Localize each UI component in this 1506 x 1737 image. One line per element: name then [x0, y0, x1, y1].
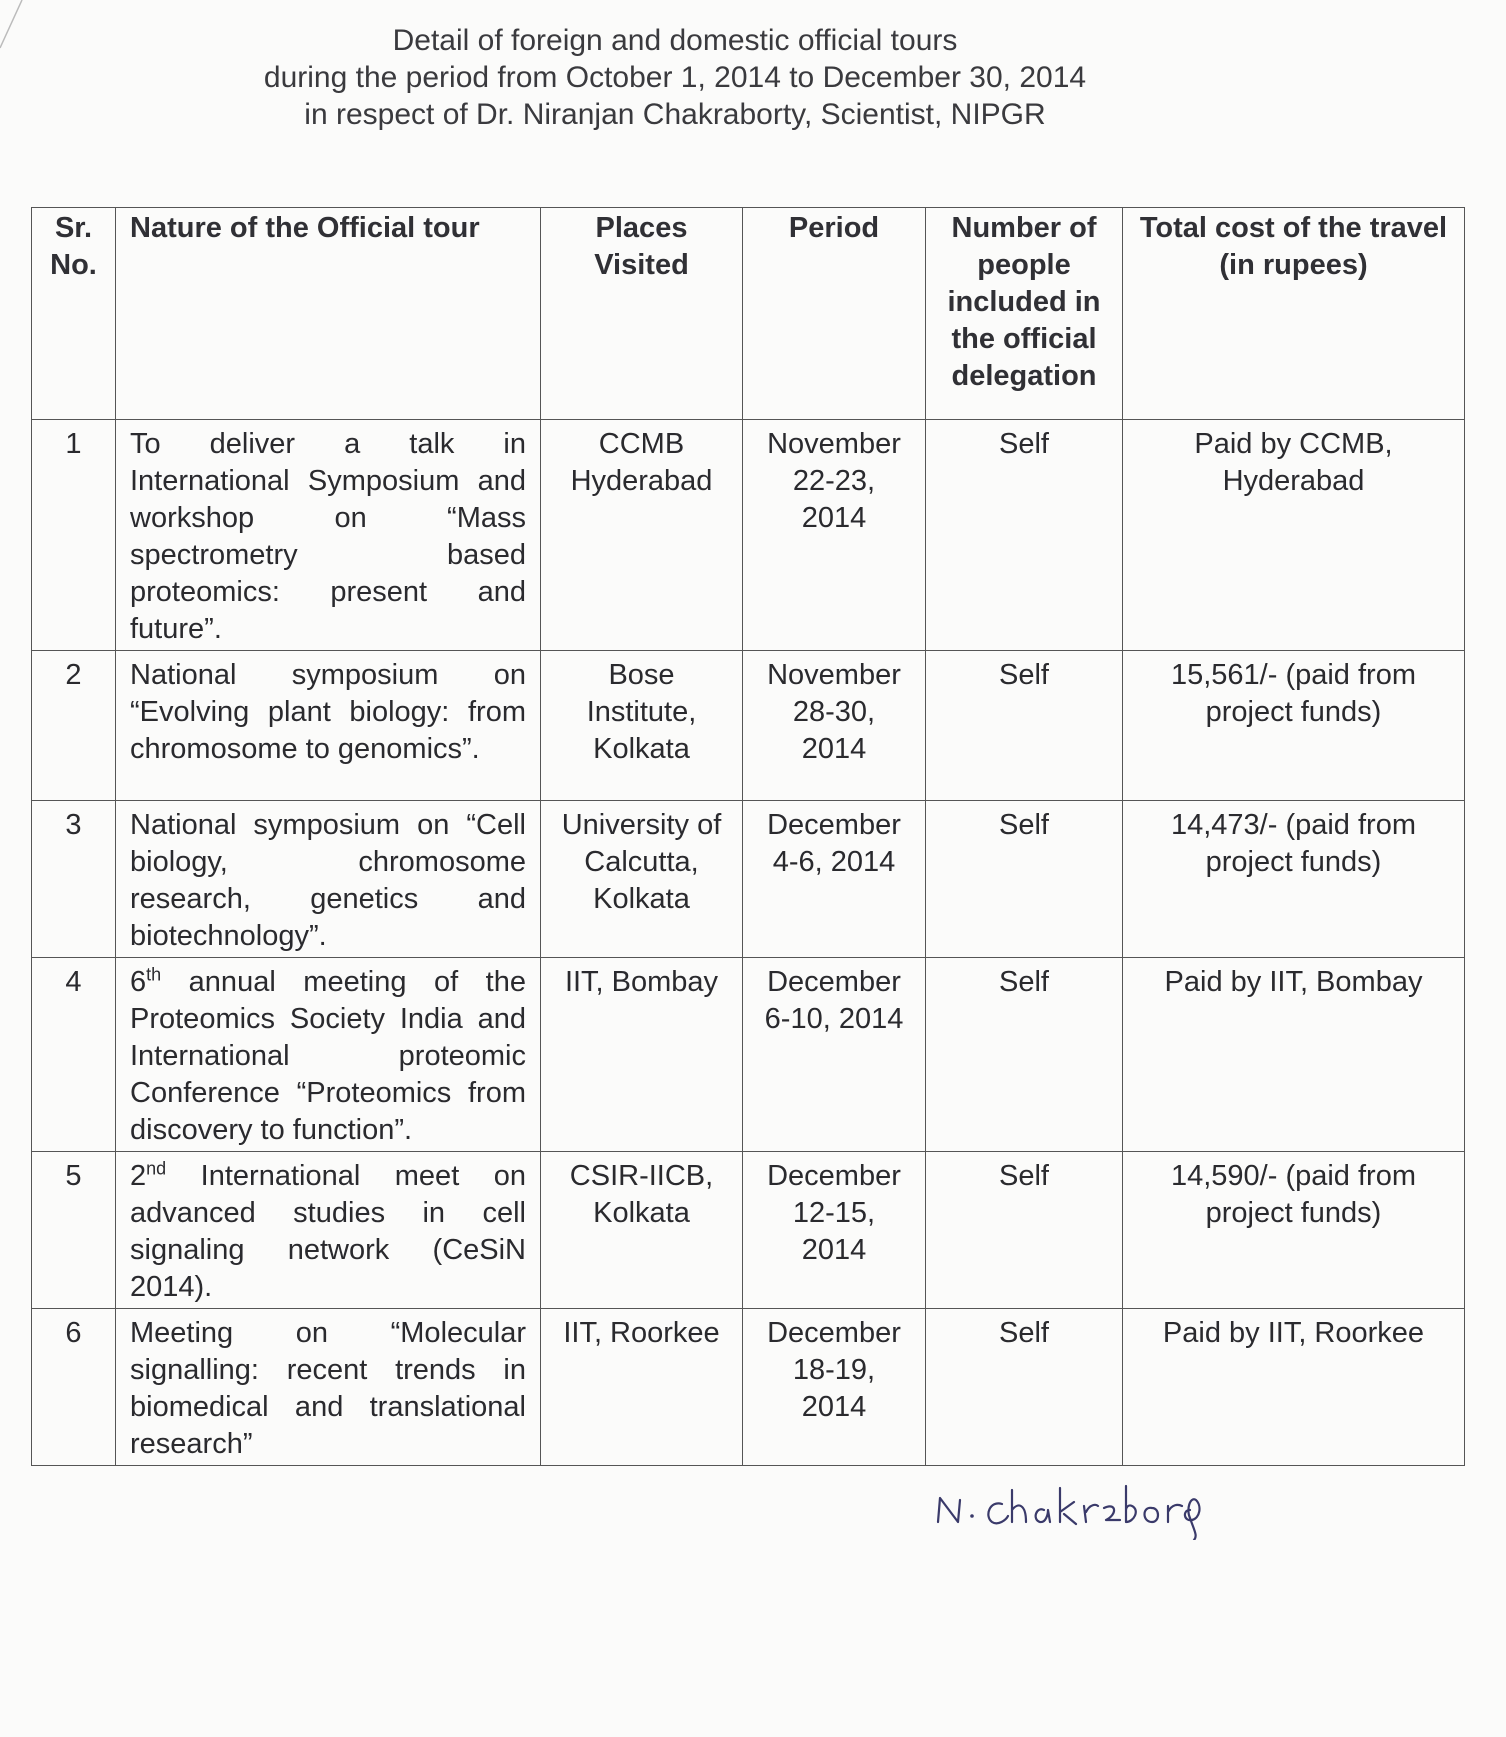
cell-people: Self	[926, 651, 1123, 801]
nature-text: International meet on advanced studies in cell signaling network (CeSiN 2014).	[130, 1160, 526, 1303]
header-people: Number of people included in the official delegation	[926, 208, 1123, 420]
header-places: Places Visited	[541, 208, 743, 420]
cell-sr: 4	[32, 958, 116, 1152]
ordinal-number: 2	[130, 1160, 147, 1192]
cell-sr: 6	[32, 1309, 116, 1466]
table-row	[32, 1309, 1465, 1466]
cell-cost: Paid by IIT, Roorkee	[1123, 1309, 1465, 1466]
cell-places: Bose Institute, Kolkata	[541, 651, 743, 801]
cell-nature: To deliver a talk in International Symposium and workshop on “Mass spectrometry based proteomics: present and future”.	[116, 420, 541, 651]
ordinal-number: 6	[130, 966, 147, 998]
cell-sr: 5	[32, 1152, 116, 1309]
table-row	[32, 958, 1465, 1152]
cell-places: IIT, Roorkee	[541, 1309, 743, 1466]
cell-nature	[116, 1152, 541, 1309]
cell-cost: 14,473/- (paid from project funds)	[1123, 801, 1465, 958]
table-header-row	[32, 208, 1465, 420]
heading-line-2: during the period from October 1, 2014 to December 30, 2014	[263, 61, 1087, 94]
cell-people: Self	[926, 1309, 1123, 1466]
cell-period: December 12-15, 2014	[743, 1152, 926, 1309]
cell-period: December 18-19, 2014	[743, 1309, 926, 1466]
header-cost: Total cost of the travel (in rupees)	[1123, 208, 1465, 420]
heading-line-1: Detail of foreign and domestic official tours	[392, 24, 958, 57]
cell-sr: 3	[32, 801, 116, 958]
header-nature: Nature of the Official tour	[116, 208, 541, 420]
header-period: Period	[743, 208, 926, 420]
cell-period: December 4-6, 2014	[743, 801, 926, 958]
nature-text: annual meeting of the Proteomics Society India and International proteomic Conference “Proteomics from discovery to function”.	[130, 966, 526, 1146]
cell-places: CCMB Hyderabad	[541, 420, 743, 651]
official-tours-table	[31, 207, 1465, 1466]
cell-sr: 1	[32, 420, 116, 651]
cell-period: November 22-23, 2014	[743, 420, 926, 651]
cell-people: Self	[926, 420, 1123, 651]
heading-line-3: in respect of Dr. Niranjan Chakraborty, Scientist, NIPGR	[304, 98, 1046, 131]
cell-people: Self	[926, 801, 1123, 958]
table-row	[32, 801, 1465, 958]
ordinal-suffix: nd	[146, 1158, 167, 1179]
cell-people: Self	[926, 1152, 1123, 1309]
cell-sr: 2	[32, 651, 116, 801]
table-row	[32, 420, 1465, 651]
cell-nature: National symposium on “Cell biology, chromosome research, genetics and biotechnology”.	[116, 801, 541, 958]
cell-nature: Meeting on “Molecular signalling: recent trends in biomedical and translational research”	[116, 1309, 541, 1466]
ordinal-suffix: th	[146, 964, 162, 985]
header-sr-no: Sr. No.	[32, 208, 116, 420]
cell-places: CSIR-IICB, Kolkata	[541, 1152, 743, 1309]
document-heading	[0, 22, 1350, 133]
cell-nature: National symposium on “Evolving plant biology: from chromosome to genomics”.	[116, 651, 541, 801]
cell-people: Self	[926, 958, 1123, 1152]
cell-cost: Paid by IIT, Bombay	[1123, 958, 1465, 1152]
table-row	[32, 1152, 1465, 1309]
handwritten-signature	[920, 1470, 1300, 1540]
cell-period: December 6-10, 2014	[743, 958, 926, 1152]
cell-nature	[116, 958, 541, 1152]
cell-cost: 14,590/- (paid from project funds)	[1123, 1152, 1465, 1309]
cell-places: IIT, Bombay	[541, 958, 743, 1152]
cell-cost: 15,561/- (paid from project funds)	[1123, 651, 1465, 801]
table-row	[32, 651, 1465, 801]
cell-places: University of Calcutta, Kolkata	[541, 801, 743, 958]
cell-cost: Paid by CCMB, Hyderabad	[1123, 420, 1465, 651]
cell-period: November 28-30, 2014	[743, 651, 926, 801]
